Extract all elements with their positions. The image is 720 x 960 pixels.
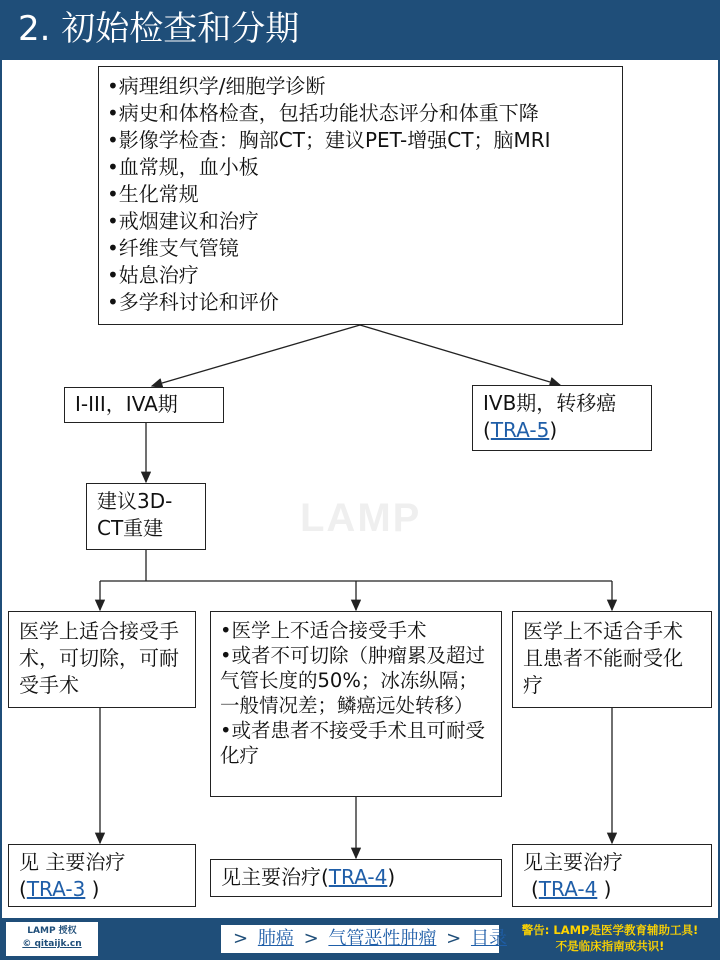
- treatment-middle-ref: 见主要治疗(TRA-4): [221, 865, 396, 889]
- breadcrumb-separator: >: [303, 928, 319, 949]
- tra3-link[interactable]: TRA-3: [26, 877, 86, 901]
- stage-left-label: I-III，IVA期: [75, 392, 178, 416]
- stage-left-box: [64, 387, 224, 423]
- footer-bar: [0, 918, 720, 960]
- branch-right-text: 医学上不适合手术且患者不能耐受化疗: [523, 619, 683, 697]
- branch-middle-item: •医学上不适合接受手术: [220, 619, 427, 642]
- breadcrumb-lung-cancer[interactable]: 肺癌: [257, 928, 294, 949]
- workup-item: •影像学检查：胸部CT；建议PET-增强CT；脑MRI: [107, 128, 551, 152]
- treatment-left-label: 见 主要治疗: [19, 850, 126, 874]
- warning-line: 警告: LAMP是医学教育辅助工具!: [521, 923, 699, 937]
- workup-item: •姑息治疗: [107, 263, 199, 287]
- tra4-link[interactable]: TRA-4: [328, 865, 388, 889]
- warning-line: 不是临床指南或共识!: [555, 939, 665, 953]
- tra5-link[interactable]: TRA-5: [490, 418, 550, 442]
- workup-item: •纤维支气管镜: [107, 236, 239, 260]
- workup-box: [98, 66, 623, 325]
- workup-item: •生化常规: [107, 182, 199, 206]
- breadcrumb: [220, 924, 507, 954]
- branch-middle-item: •或者患者不接受手术且可耐受化疗: [220, 719, 486, 767]
- workup-item: •戒烟建议和治疗: [107, 209, 259, 233]
- license-title: LAMP 授权: [27, 926, 77, 936]
- breadcrumb-separator: >: [233, 928, 249, 949]
- breadcrumb-separator: >: [446, 928, 462, 949]
- license-badge: [6, 922, 98, 956]
- arrow-workup-to-left-stage: [152, 325, 360, 386]
- ct-box-line: CT重建: [97, 516, 164, 540]
- tra4-link[interactable]: TRA-4: [538, 877, 598, 901]
- arrow-workup-to-right-stage: [360, 325, 560, 385]
- breadcrumb-tracheal-tumor[interactable]: 气管恶性肿瘤: [328, 928, 437, 949]
- branch-middle-box: [210, 611, 502, 797]
- stage-right-label: IVB期，转移癌: [483, 391, 617, 415]
- treatment-middle-box: [210, 859, 502, 897]
- page-title: 2. 初始检查和分期: [18, 9, 300, 49]
- branch-left-box: [8, 611, 196, 708]
- workup-item: •病史和体格检查，包括功能状态评分和体重下降: [107, 101, 539, 125]
- treatment-left-box: [8, 844, 196, 907]
- stage-right-ref: (TRA-5): [483, 418, 558, 442]
- treatment-right-box: [512, 844, 712, 907]
- workup-item: •病理组织学/细胞学诊断: [107, 74, 326, 98]
- license-site-link[interactable]: © qitaijk.cn: [22, 939, 82, 949]
- ct-box-line: 建议3D-: [97, 489, 173, 513]
- treatment-right-ref: (TRA-4 ): [531, 877, 612, 901]
- workup-item: •血常规，血小板: [107, 155, 259, 179]
- stage-right-box: [472, 385, 652, 451]
- ct-reconstruction-box: [86, 483, 206, 550]
- workup-item: •多学科讨论和评价: [107, 290, 279, 314]
- warning-notice: [504, 922, 716, 956]
- watermark: LAMP: [300, 496, 422, 540]
- branch-left-text: 医学上适合接受手术，可切除，可耐受手术: [19, 619, 179, 697]
- breadcrumb-contents[interactable]: 目录: [470, 928, 507, 949]
- treatment-right-label: 见主要治疗: [523, 850, 623, 874]
- branch-right-box: [512, 611, 712, 708]
- treatment-left-ref: (TRA-3 ): [19, 877, 100, 901]
- branch-middle-item: •或者不可切除（肿瘤累及超过气管长度的50%；冰冻纵隔；一般情况差；鳞癌远处转移）: [220, 644, 486, 717]
